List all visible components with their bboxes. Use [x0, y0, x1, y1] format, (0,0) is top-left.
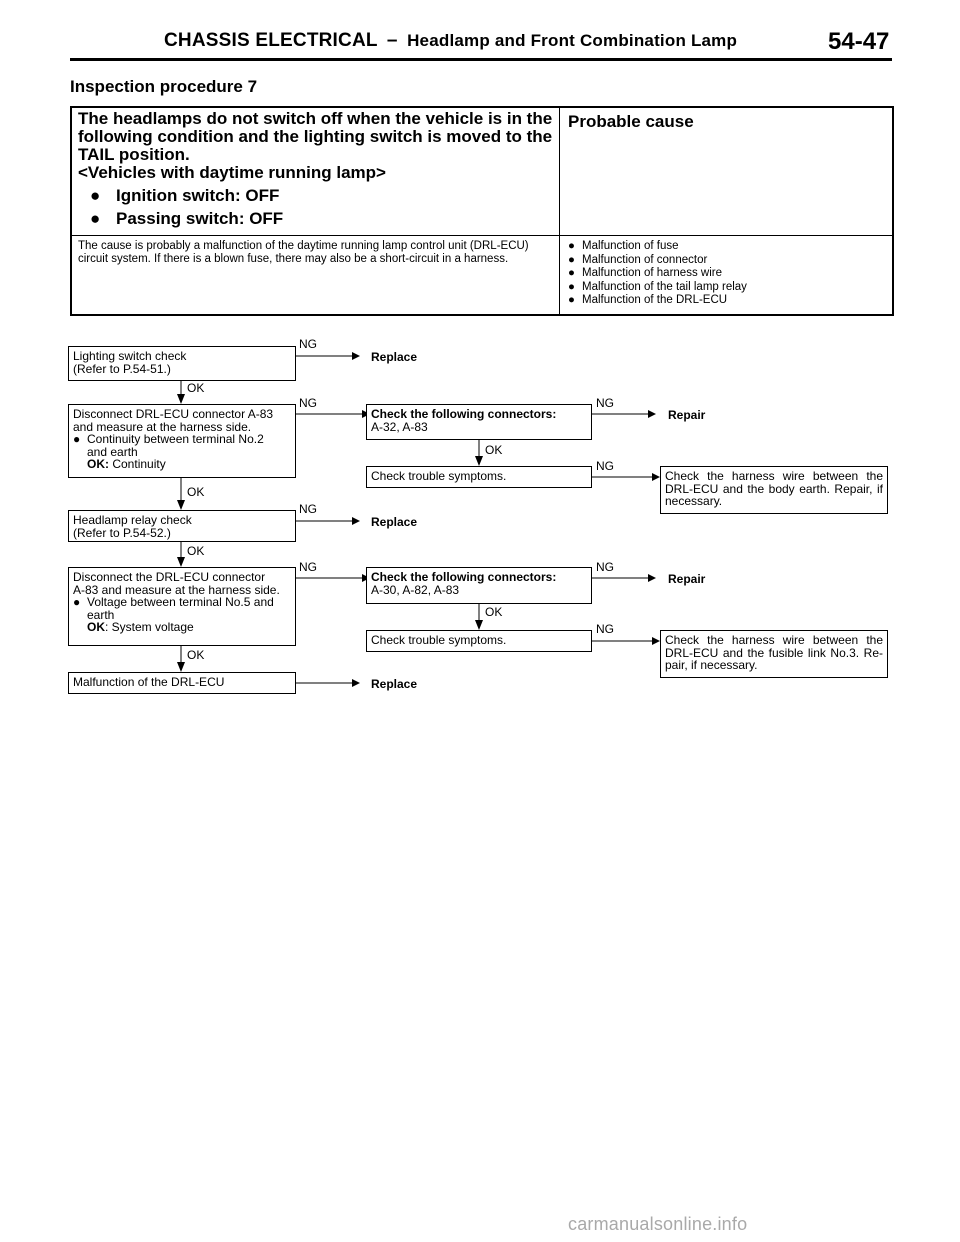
probable-cause-header: Probable cause	[568, 112, 694, 131]
ng-label: NG	[299, 560, 317, 574]
list-item: ● Malfunction of harness wire	[568, 267, 722, 279]
ng-label: NG	[299, 396, 317, 410]
arrowhead-down	[475, 620, 483, 630]
section-title: Inspection procedure 7	[70, 77, 258, 96]
step-check-connectors: Check the following connectors: A-32, A-83	[366, 404, 592, 440]
result-repair: Repair	[668, 572, 706, 586]
step-check-trouble-symptoms: Check trouble symptoms.	[366, 466, 592, 488]
arrowhead-right	[352, 679, 360, 687]
list-item: ● Malfunction of connector	[568, 253, 708, 266]
arrowhead-right	[352, 517, 360, 525]
bullet-icon: ●	[90, 186, 101, 205]
ng-label: NG	[299, 502, 317, 516]
watermark: carmanualsonline.info	[568, 1214, 748, 1234]
step-check-connectors: Check the following connectors: A-30, A-82, A-83	[366, 567, 592, 604]
arrowhead-right	[648, 574, 656, 582]
arrowhead-right	[352, 352, 360, 360]
ng-label: NG	[596, 560, 614, 574]
condition-line: The headlamps do not switch off when the vehicle is in the	[78, 109, 553, 128]
page-number: 54-47	[828, 28, 890, 55]
step-voltage-check: Disconnect the DRL-ECU connector A-83 and measure at the harness side. ● Voltage between terminal No.5 and earth OK: System voltage	[68, 567, 296, 646]
result-replace: Replace	[371, 515, 418, 529]
step-check-harness-wire: Check the harness wire between the DRL-ECU and the fusible link No.3. Re-pair, if necessary.	[660, 630, 888, 678]
ok-label: OK	[187, 648, 205, 662]
arrowhead-down	[177, 557, 185, 567]
arrowhead-down	[177, 500, 185, 510]
bullet-icon: ●	[568, 294, 575, 306]
bullet-icon: ●	[568, 253, 575, 266]
result-replace: Replace	[371, 677, 418, 691]
bullet-icon: ●	[568, 267, 575, 279]
step-lighting-switch-check: Lighting switch check (Refer to P.54-51.)	[68, 346, 296, 381]
list-item: ● Malfunction of the DRL-ECU	[568, 294, 728, 306]
ng-label: NG	[596, 459, 614, 473]
step-drl-ecu-malfunction: Malfunction of the DRL-ECU	[68, 672, 296, 694]
ng-label: NG	[596, 622, 614, 636]
arrowhead-right	[652, 637, 660, 645]
ok-label: OK	[485, 605, 503, 619]
arrowhead-right	[652, 473, 660, 481]
ok-label: OK	[187, 544, 205, 558]
bullet-icon: ●	[568, 280, 575, 293]
header-title-sub: Headlamp and Front Combination Lamp	[407, 31, 738, 50]
result-repair: Repair	[668, 408, 706, 422]
condition-line: following condition and the lighting switch is moved to the	[78, 127, 553, 146]
step-check-harness-wire: Check the harness wire between the DRL-ECU and the body earth. Repair, if necessary.	[660, 466, 888, 514]
header-title-separator: –	[386, 30, 398, 51]
condition-line: <Vehicles with daytime running lamp>	[78, 163, 386, 182]
condition-bullet: ● Ignition switch: OFF	[90, 186, 280, 205]
header-title-main: CHASSIS ELECTRICAL	[164, 30, 378, 51]
arrowhead-down	[177, 394, 185, 404]
bullet-icon: ●	[73, 432, 81, 446]
arrowhead-right	[648, 410, 656, 418]
condition-line: TAIL position.	[78, 145, 190, 164]
bullet-icon: ●	[73, 595, 81, 609]
ng-label: NG	[299, 337, 317, 351]
list-item: ● Malfunction of the tail lamp relay	[568, 280, 747, 293]
ok-label: OK	[485, 443, 503, 457]
arrowhead-down	[177, 662, 185, 672]
result-replace: Replace	[371, 350, 418, 364]
bullet-icon: ●	[568, 240, 575, 252]
ok-label: OK	[187, 485, 205, 499]
step-check-trouble-symptoms: Check trouble symptoms.	[366, 630, 592, 652]
step-continuity-check: Disconnect DRL-ECU connector A-83 and measure at the harness side. ● Continuity between terminal No.2 and earth OK: Continuity	[68, 404, 296, 478]
cause-description: The cause is probably a malfunction of the daytime running lamp control unit (DRL-ECU) circuit system. If there is a blown fuse, there may also be a short-circuit in a harness.	[78, 240, 529, 265]
arrowhead-down	[475, 456, 483, 466]
ok-label: OK	[187, 381, 205, 395]
list-item: ● Malfunction of fuse	[568, 240, 679, 252]
ng-label: NG	[596, 396, 614, 410]
bullet-icon: ●	[90, 209, 101, 228]
step-headlamp-relay-check: Headlamp relay check (Refer to P.54-52.)	[68, 510, 296, 542]
condition-bullet: ● Passing switch: OFF	[90, 209, 284, 228]
